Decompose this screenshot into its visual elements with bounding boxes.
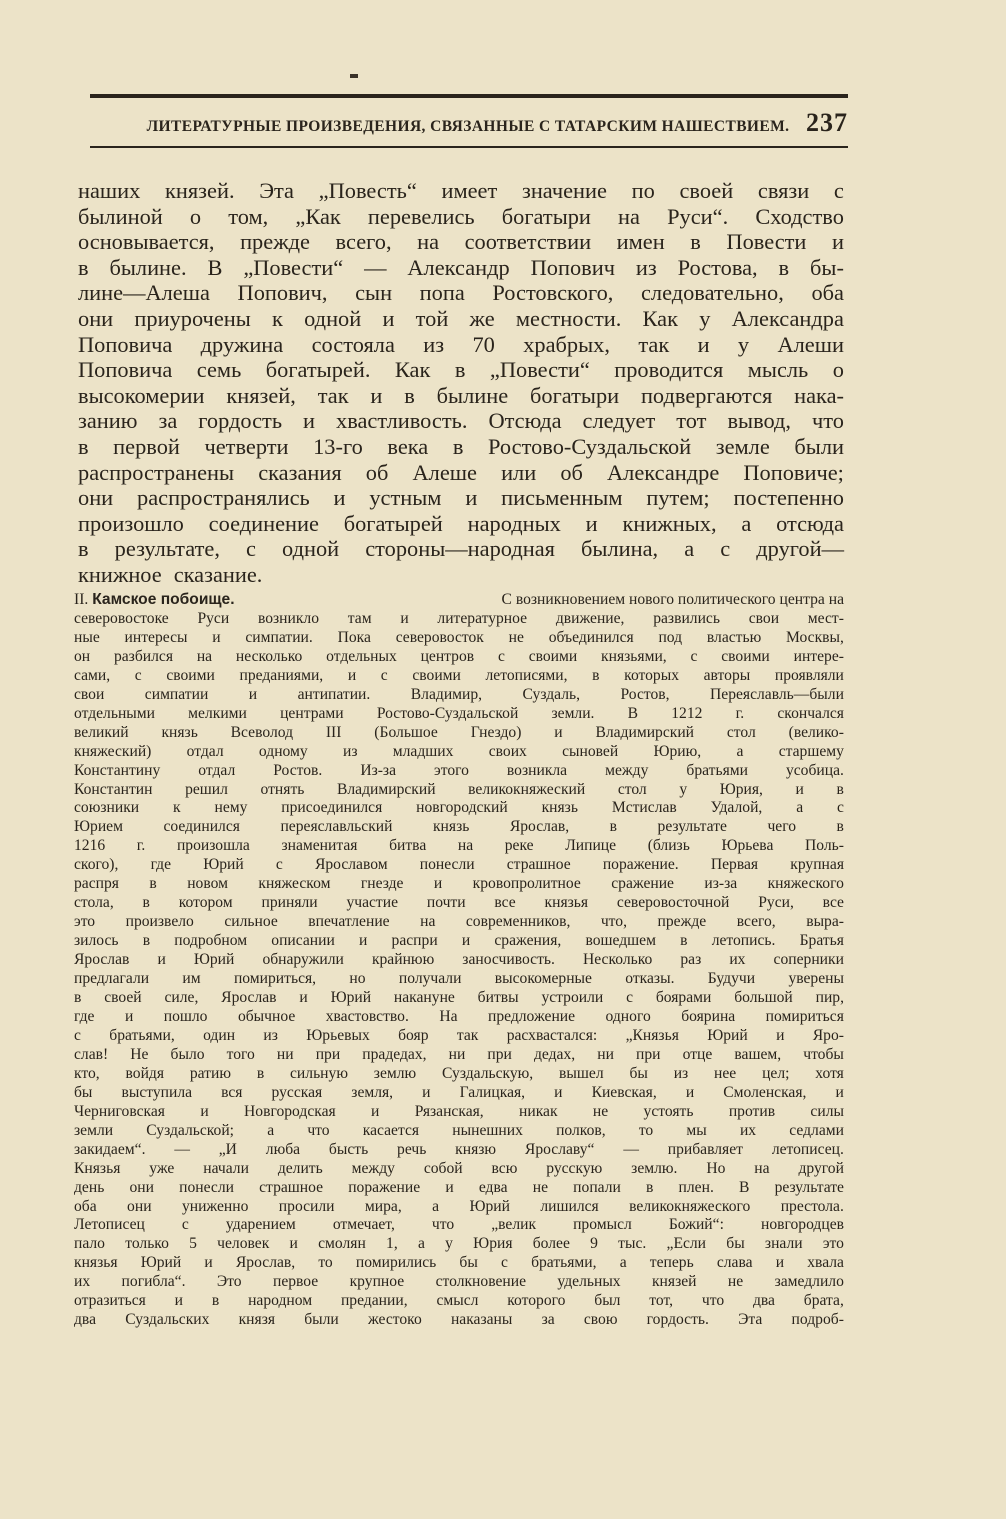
text-line: он разбился на несколько отдельных центров с своими князьями, с своими интере-	[74, 647, 844, 665]
text-line: свои симпатии и антипатии. Владимир, Суздаль, Ростов, Переяславль—были	[74, 685, 844, 703]
text-line: распря в новом княжеском гнезде и кровопролитное сражение из-за княжеского	[74, 875, 844, 893]
text-line: основывается, прежде всего, на соответствии имен в Повести и	[78, 229, 844, 255]
text-line: они распространялись и устным и письменным путем; постепенно	[78, 485, 844, 511]
text-line: занию за гордость и хвастливость. Отсюда следует тот вывод, что	[78, 408, 844, 434]
text-line: Поповича семь богатырей. Как в „Повести“ проводится мысль о	[78, 357, 844, 383]
text-line: Летописец с ударением отмечает, что „велик промысл Божий“: новгородцев	[74, 1216, 844, 1234]
text-line: наших князей. Эта „Повесть“ имеет значение по своей связи с	[78, 178, 844, 203]
text-line: лине—Алеша Попович, сын попа Ростовского, следовательно, оба	[78, 280, 844, 306]
text-line: зилось в подробном описании и распри и сражения, вошедшем в летопись. Братья	[74, 932, 844, 950]
text-line: северовостоке Руси возникло там и литературное движение, развились свои мест-	[74, 609, 844, 627]
text-line: Черниговская и Новгородская и Рязанская, никак не устоять против силы	[74, 1102, 844, 1120]
text-line: они приурочены к одной и той же местности. Как у Александра	[78, 305, 844, 331]
section-title: Камское побоище.	[92, 591, 235, 608]
text-line: пало только 5 человек и смолян 1, а у Юрия более 9 тыс. „Если бы знали это	[74, 1235, 844, 1253]
text-line: земли Суздальской; а что касается нынешних полков, то мы их седлами	[74, 1121, 844, 1139]
section-kamskoe-poboishche	[74, 591, 844, 1330]
large-paragraph	[78, 178, 844, 588]
text-line: великий князь Всеволод III (Большое Гнездо) и Владимирский стол (велико-	[74, 723, 844, 741]
text-line: Ярослав и Юрий обнаружили крайнюю заносчивость. Несколько раз их соперники	[74, 951, 844, 969]
text-line: слав! Не было того ни при прадедах, ни при дедах, ни при отце вашем, чтобы	[74, 1045, 844, 1063]
text-line: в былине. В „Повести“ — Александр Попович из Ростова, в бы-	[78, 254, 844, 280]
text-line: предлагали им помириться, но получали высокомерные отказы. Будучи уверены	[74, 970, 844, 988]
print-mark	[350, 74, 358, 78]
text-line: книжное сказание.	[78, 561, 263, 587]
text-line: произошло соединение богатырей народных и книжных, а отсюда	[78, 510, 844, 536]
text-line: Константину отдал Ростов. Из-за этого возникла между братьями усобица.	[74, 761, 844, 779]
text-line: два Суздальских князя были жестоко наказаны за свою гордость. Эта подроб-	[74, 1311, 844, 1329]
text-line: распространены сказания об Алеше или об Александре Поповиче;	[78, 459, 844, 485]
text-line: отдельными мелкими центрами Ростово-Суздальской земли. В 1212 г. скончался	[74, 704, 844, 722]
header-rule-bottom	[90, 146, 848, 148]
text-line: бы выступила вся русская земля, и Галицкая, и Киевская, и Смоленская, и	[74, 1083, 844, 1101]
text-line: день они понесли страшное поражение и едва не попали в плен. В результате	[74, 1178, 844, 1196]
text-line: ского), где Юрий с Ярославом понесли страшное поражение. Первая крупная	[74, 856, 844, 874]
text-line: Юрием соединился переяславльский князь Ярослав, в результате чего в	[74, 818, 844, 836]
text-line: в своей силе, Ярослав и Юрий накануне битвы устроили с боярами большой пир,	[74, 989, 844, 1007]
text-line: в первой четверти 13-го века в Ростово-Суздальской земле были	[78, 433, 844, 459]
text-line: закидаем“. — „И люба бысть речь князю Ярославу“ — прибавляет летописец.	[74, 1140, 844, 1158]
text-line: высокомерии князей, так и в былине богатыри подвергаются нака-	[78, 382, 844, 408]
text-line: сами, с своими преданиями, и с своими летописями, в которых авторы проявляли	[74, 666, 844, 684]
section-number: II.	[74, 591, 89, 608]
text-line: княжеский) отдал одному из младших своих сыновей Юрию, а старшему	[74, 742, 844, 760]
text-line: оба они униженно просили мира, а Юрий лишился великокняжеского престола.	[74, 1197, 844, 1215]
text-line: их погибла“. Это первое крупное столкновение удельных князей не замедлило	[74, 1273, 844, 1291]
header-rule-top	[90, 94, 848, 98]
text-line: с братьями, один из Юрьевых бояр так расхвастался: „Князья Юрий и Яро-	[74, 1026, 844, 1044]
text-line: кто, войдя ратию в сильную землю Суздальскую, вышел бы из нее цел; хотя	[74, 1064, 844, 1082]
text-line: где и пошло обычное хвастовство. На предложение одного боярина помириться	[74, 1007, 844, 1025]
text-line: Поповича дружина состояла из 70 храбрых, так и у Алеши	[78, 331, 844, 357]
section-first-line-text: С возникновением нового политического центра на	[501, 591, 844, 608]
text-line: Константин решил отнять Владимирский великокняжеский стол у Юрия, и в	[74, 780, 844, 798]
running-header	[90, 108, 848, 138]
text-line: Князья уже начали делить между собой всю русскую землю. Но на другой	[74, 1159, 844, 1177]
text-line: князья Юрий и Ярослав, то помирились бы с братьями, а теперь слава и хвала	[74, 1254, 844, 1272]
text-line: былиной о том, „Как перевелись богатыри на Руси“. Сходство	[78, 203, 844, 229]
text-line: стола, в котором приняли участие почти все князья северовосточной Руси, все	[74, 894, 844, 912]
text-line: союзники к нему присоединился новгородский князь Мстислав Удалой, а с	[74, 799, 844, 817]
text-line: 1216 г. произошла знаменитая битва на реке Липице (близь Юрьева Поль-	[74, 837, 844, 855]
text-line: ные интересы и симпатии. Пока северовосток не объединился под властью Москвы,	[74, 628, 844, 646]
text-line: отразиться и в народном предании, смысл которого был тот, что два брата,	[74, 1292, 844, 1310]
running-title: ЛИТЕРАТУРНЫЕ ПРОИЗВЕДЕНИЯ, СВЯЗАННЫЕ С ТАТАРСКИМ НАШЕСТВИЕМ.	[146, 118, 790, 135]
page-number: 237	[806, 108, 848, 137]
text-line: это произвело сильное впечатление на современников, что, прежде всего, выра-	[74, 913, 844, 931]
text-line: в результате, с одной стороны—народная былина, а с другой—	[78, 536, 844, 562]
section-heading-line	[74, 591, 844, 610]
